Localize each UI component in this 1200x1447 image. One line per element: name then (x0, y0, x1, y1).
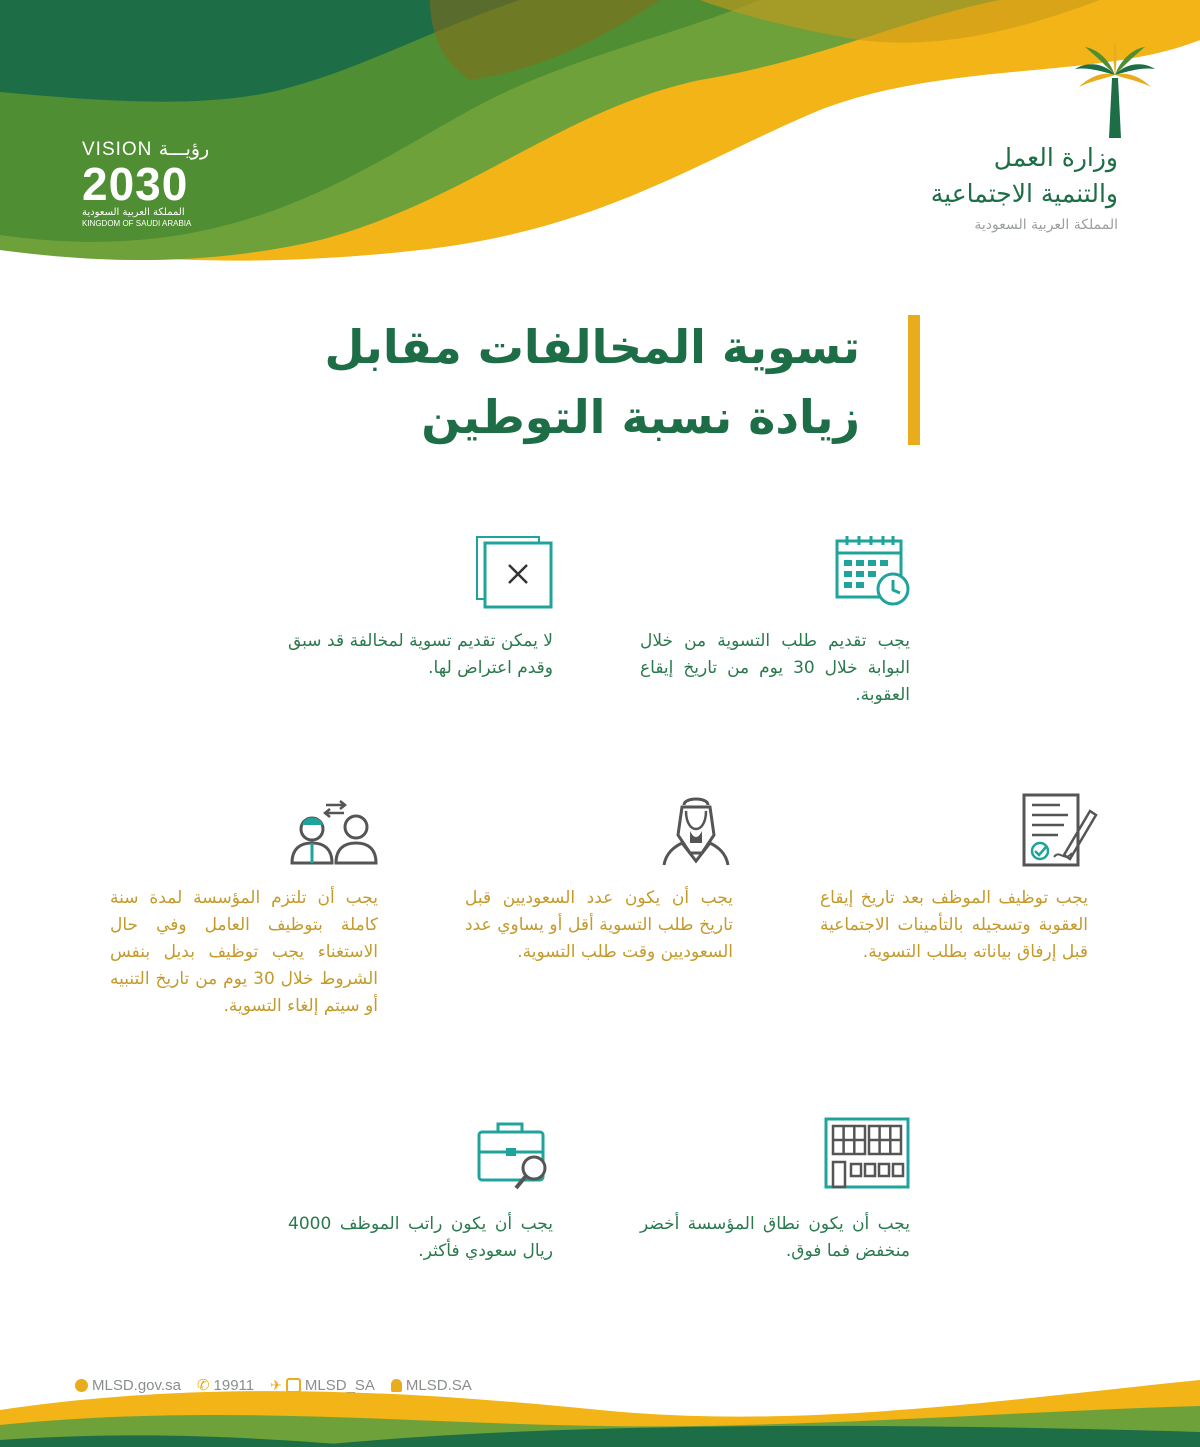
requirement-text-4: يجب أن يكون عدد السعوديين قبل تاريخ طلب التسوية أقل أو يساوي عدد السعوديين وقت طلب التسوية. (465, 888, 733, 962)
vision-label: VISION رؤيـــة (82, 139, 210, 160)
vision-year: 2030 (82, 158, 189, 210)
briefcase-search-icon (476, 1118, 556, 1192)
requirement-text-5: يجب أن تلتزم المؤسسة لمدة سنة كاملة بتوظيف العامل وفي حال الاستغناء يجب توظيف بديل بنفس الشروط خلال 30 يوم من تاريخ التنبيه أو سيتم إلغاء التسوية. (110, 888, 378, 1016)
footer-website[interactable]: MLSD.gov.sa (75, 1377, 181, 1394)
saudi-man-icon (658, 795, 734, 867)
footer-phone[interactable]: ✆ 19911 (196, 1376, 255, 1394)
palm-tree-logo-icon (1065, 40, 1165, 140)
contract-sign-icon (1020, 793, 1100, 869)
vision-kingdom-english: KINGDOM OF SAUDI ARABIA (82, 219, 192, 228)
title-accent-bar (908, 315, 920, 445)
vision-2030-logo (82, 138, 242, 229)
calendar-clock-icon (835, 535, 913, 609)
footer-snapchat[interactable]: MLSD.SA (391, 1377, 472, 1394)
ministry-name-line1: وزارة العمل (993, 143, 1118, 172)
building-icon (823, 1116, 911, 1190)
footer-social[interactable]: ✈ MLSD_SA (270, 1376, 375, 1394)
ministry-logo-text (858, 140, 1118, 238)
requirement-text-1: يجب تقديم طلب التسوية من خلال البوابة خلال 30 يوم من تاريخ إيقاع العقوبة. (640, 631, 910, 705)
page-title-line1: تسوية المخالفات مقابل (324, 320, 860, 374)
page-title (240, 312, 860, 452)
phone-icon: ✆ (196, 1377, 210, 1394)
requirement-text-2: لا يمكن تقديم تسوية لمخالفة قد سبق وقدم اعتراض لها. (288, 631, 553, 678)
page-title-line2: زيادة نسبة التوطين (421, 390, 860, 444)
ministry-name-line2: والتنمية الاجتماعية (930, 179, 1118, 208)
ministry-country: المملكة العربية السعودية (974, 217, 1118, 233)
employee-replace-icon (290, 797, 380, 865)
footer-wave-background (0, 1360, 1200, 1447)
requirement-text-7: يجب أن يكون راتب الموظف 4000 ريال سعودي فأكثر. (288, 1214, 553, 1261)
twitter-icon: ✈ (270, 1376, 282, 1393)
cancel-document-icon (475, 535, 555, 609)
requirement-text-6: يجب أن يكون نطاق المؤسسة أخضر منخفض فما فوق. (640, 1214, 910, 1261)
requirement-text-3: يجب توظيف الموظف بعد تاريخ إيقاع العقوبة وتسجيله بالتأمينات الاجتماعية قبل إرفاق بياناته بطلب التسوية. (820, 888, 1088, 962)
vision-kingdom-arabic: المملكة العربية السعودية (82, 207, 185, 218)
